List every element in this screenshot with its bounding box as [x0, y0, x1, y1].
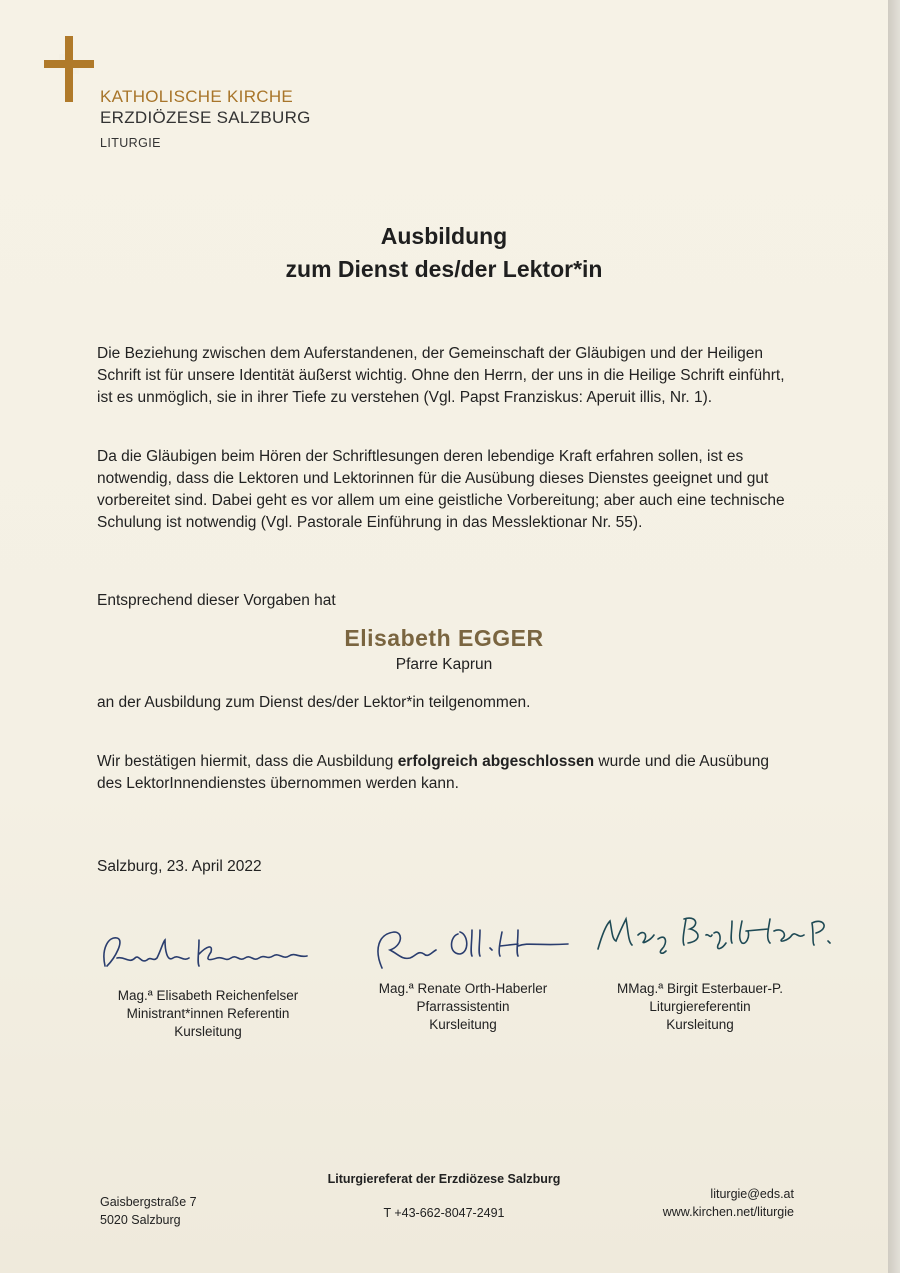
footer-street: Gaisbergstraße 7 — [100, 1195, 197, 1209]
document-subtitle: zum Dienst des/der Lektor*in — [285, 256, 603, 282]
signatory-1-function: Kursleitung — [174, 1024, 242, 1039]
signatory-1-role: Ministrant*innen Referentin — [126, 1006, 290, 1021]
signatory-3-function: Kursleitung — [666, 1017, 734, 1032]
recipient-name: Elisabeth EGGER — [344, 625, 544, 651]
confirmation-emphasis: erfolgreich abgeschlossen — [397, 753, 595, 770]
signatory-3 — [580, 980, 820, 1034]
signature-3 — [592, 905, 842, 965]
body-paragraph-2: Da die Gläubigen beim Hören der Schriftlesungen deren lebendige Kraft erfahren sollen, ist es notwendig, dass die Lektoren und Lektorinnen für die Ausübung dieses Dienstes geeignet und gut vorbereitet sind. Dabei geht es vor allem um eine geistliche Vorbereitung; aber auch eine technische Schulung ist notwendig (Vgl. Pastorale Einführung in das Messlektionar Nr. 55). — [97, 448, 785, 531]
footer-phone: T +43-662-8047-2491 — [383, 1206, 505, 1220]
footer-contact — [663, 1185, 794, 1221]
footer-email: liturgie@eds.at — [710, 1187, 794, 1201]
page-edge — [888, 0, 900, 1273]
org-name-line1: KATHOLISCHE KIRCHE — [100, 87, 294, 106]
signatory-2 — [343, 980, 583, 1034]
participation-line: an der Ausbildung zum Dienst des/der Lektor*in teilgenommen. — [97, 694, 531, 711]
signature-1 — [95, 928, 325, 978]
signatory-2-name: Mag.ª Renate Orth-Haberler — [378, 981, 548, 996]
cross-icon — [44, 36, 94, 102]
signatory-2-function: Kursleitung — [429, 1017, 497, 1032]
document-title: Ausbildung — [380, 223, 508, 249]
confirmation-post: wurde und die Ausübung des LektorInnendienstes übernommen werden kann. — [97, 753, 770, 792]
signatory-3-name: MMag.ª Birgit Esterbauer-P. — [616, 981, 784, 996]
signatory-1-name: Mag.ª Elisabeth Reichenfelser — [117, 988, 299, 1003]
signatory-3-role: Liturgiereferentin — [649, 999, 751, 1014]
signatory-2-role: Pfarrassistentin — [416, 999, 510, 1014]
place-date: Salzburg, 23. April 2022 — [97, 858, 262, 875]
org-name-line2: ERZDIÖZESE SALZBURG — [100, 108, 311, 127]
signatory-1 — [88, 987, 328, 1041]
footer-office: Liturgiereferat der Erzdiözese Salzburg — [327, 1172, 561, 1186]
department-label: LITURGIE — [100, 136, 161, 150]
footer-city: 5020 Salzburg — [100, 1213, 181, 1227]
body-paragraph-1: Die Beziehung zwischen dem Auferstandenen, der Gemeinschaft der Gläubigen und der Heiligen Schrift ist für unsere Identität äußerst wichtig. Ohne den Herrn, der uns in die Heilige Schrift einführt, ist es unmöglich, sie in ihrer Tiefe zu verstehen (Vgl. Papst Franziskus: Aperuit illis, Nr. 1). — [97, 345, 785, 406]
intro-line: Entsprechend dieser Vorgaben hat — [97, 592, 336, 609]
confirmation-text — [97, 751, 797, 795]
recipient-parish: Pfarre Kaprun — [395, 656, 493, 673]
confirmation-pre: Wir bestätigen hiermit, dass die Ausbildung — [97, 753, 398, 770]
footer-web: www.kirchen.net/liturgie — [662, 1205, 794, 1219]
signature-2 — [368, 920, 578, 980]
